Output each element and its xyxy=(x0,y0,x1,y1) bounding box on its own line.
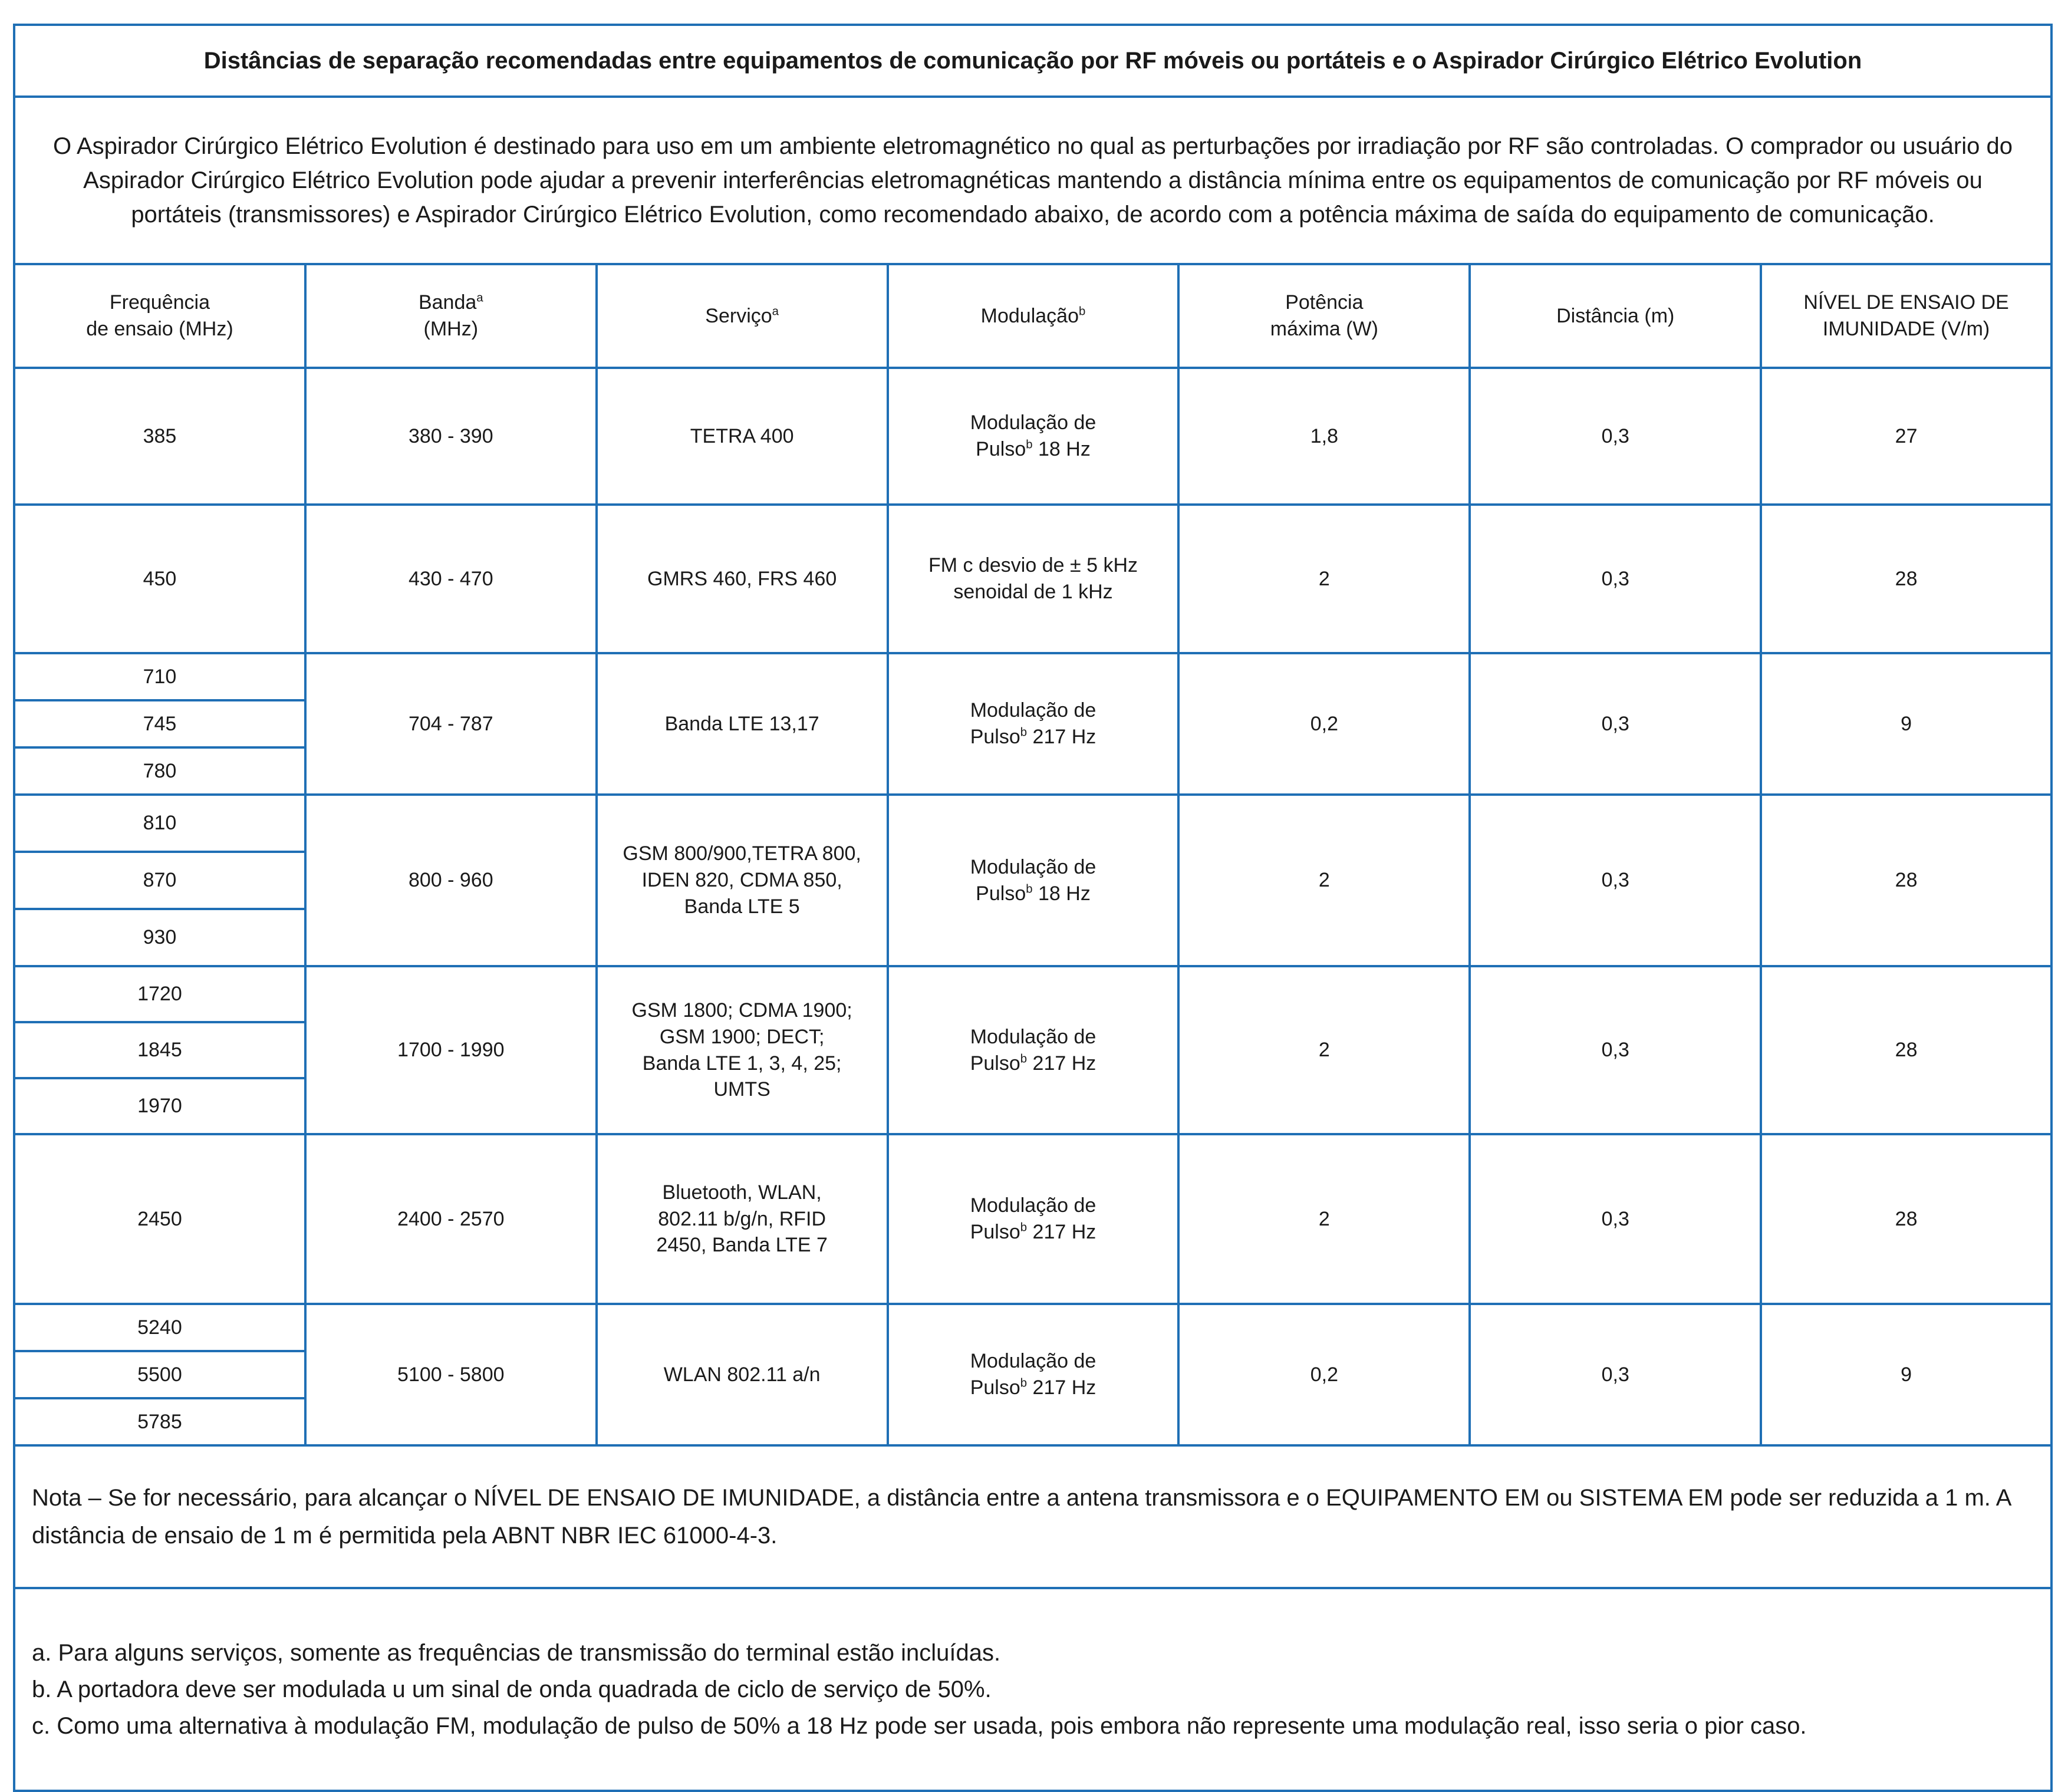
modulation-text: 18 Hz xyxy=(1032,882,1091,905)
band-cell: 1700 - 1990 xyxy=(305,966,597,1134)
table-row xyxy=(14,368,2051,505)
modulation-cell xyxy=(888,505,1179,653)
modulation-text: Pulso xyxy=(970,1221,1020,1243)
table-intro: O Aspirador Cirúrgico Elétrico Evolution é destinado para uso em um ambiente eletromagnético no qual as perturbações por irradiação por RF são controladas. O comprador ou usuário do Aspirador Cirúrgico Elétrico Evolution pode ajudar a prevenir interferências eletromagnéticas mantendo a distância mínima entre os equipamentos de comunicação por RF móveis ou portáteis (transmissores) e Aspirador Cirúrgico Elétrico Evolution, como recomendado abaixo, de acordo com a potência máxima de saída do equipamento de comunicação. xyxy=(14,97,2051,264)
header-band: Banda$^a$ (MHz) xyxy=(305,264,597,368)
distance-cell: 0,3 xyxy=(1470,1134,1761,1304)
modulation-line: Modulação de xyxy=(970,1350,1096,1373)
modulation-cell xyxy=(888,966,1179,1134)
power-cell: 2 xyxy=(1178,795,1470,966)
modulation-text: Pulso xyxy=(970,1376,1020,1399)
service-cell xyxy=(597,368,888,505)
table-row xyxy=(14,966,2051,1022)
header-row xyxy=(14,264,2051,368)
modulation-line xyxy=(889,881,1178,907)
modulation-line: Modulação de xyxy=(970,1025,1096,1048)
footnote-mark: b xyxy=(1020,726,1028,739)
frequency-cell: 780 xyxy=(14,747,305,795)
modulation-line xyxy=(889,1219,1178,1246)
immunity-level-cell: 9 xyxy=(1761,653,2051,795)
table-row xyxy=(14,505,2051,653)
immunity-level-cell: 28 xyxy=(1761,1134,2051,1304)
modulation-line xyxy=(889,724,1178,750)
distance-cell: 0,3 xyxy=(1470,1304,1761,1445)
footnote-mark: b xyxy=(1026,882,1033,896)
modulation-cell xyxy=(888,1304,1179,1445)
frequency-cell: 1970 xyxy=(14,1078,305,1134)
service-line: GSM 1800; CDMA 1900; xyxy=(631,999,852,1022)
frequency-cell: 745 xyxy=(14,700,305,747)
service-cell xyxy=(597,795,888,966)
modulation-text: Pulso xyxy=(970,726,1020,748)
frequency-cell: 1720 xyxy=(14,966,305,1022)
service-line: Bluetooth, WLAN, xyxy=(662,1181,822,1204)
table-title: Distâncias de separação recomendadas entre equipamentos de comunicação por RF móveis ou portáteis e o Aspirador Cirúrgico Elétrico Evolution xyxy=(14,25,2051,97)
modulation-cell xyxy=(888,368,1179,505)
modulation-text: senoidal de 1 kHz xyxy=(953,581,1113,603)
modulation-line xyxy=(889,1375,1178,1401)
modulation-text: 18 Hz xyxy=(1032,438,1091,460)
immunity-level-cell: 28 xyxy=(1761,966,2051,1134)
footnote-b: b. A portadora deve ser modulada u um sinal de onda quadrada de ciclo de serviço de 50%. xyxy=(32,1676,992,1702)
modulation-text: Pulso xyxy=(976,438,1026,460)
header-max-power: Potência máxima (W) xyxy=(1178,264,1470,368)
service-line: GMRS 460, FRS 460 xyxy=(647,567,837,590)
service-cell xyxy=(597,653,888,795)
table-row xyxy=(14,653,2051,700)
immunity-level-cell: 27 xyxy=(1761,368,2051,505)
header-service: Serviço$^a$ xyxy=(597,264,888,368)
service-cell xyxy=(597,1304,888,1445)
modulation-cell xyxy=(888,1134,1179,1304)
service-line: WLAN 802.11 a/n xyxy=(663,1363,821,1386)
frequency-cell: 810 xyxy=(14,795,305,852)
modulation-line: Modulação de xyxy=(970,411,1096,434)
footnote-mark: b xyxy=(1020,1052,1028,1066)
header-immunity-level: NÍVEL DE ENSAIO DE IMUNIDADE (V/m) xyxy=(1761,264,2051,368)
modulation-text: 217 Hz xyxy=(1027,1221,1096,1243)
band-cell: 2400 - 2570 xyxy=(305,1134,597,1304)
immunity-level-cell: 9 xyxy=(1761,1304,2051,1445)
modulation-line: Modulação de xyxy=(970,855,1096,878)
service-line: GSM 1900; DECT; xyxy=(659,1025,825,1048)
footnote-c: c. Como uma alternativa à modulação FM, modulação de pulso de 50% a 18 Hz pode ser usada, pois embora não represente uma modulação real, isso seria o pior caso. xyxy=(32,1713,1807,1739)
frequency-cell: 5785 xyxy=(14,1398,305,1445)
separation-distance-table xyxy=(13,24,2053,1792)
table-row xyxy=(14,1134,2051,1304)
band-cell: 800 - 960 xyxy=(305,795,597,966)
distance-cell: 0,3 xyxy=(1470,505,1761,653)
distance-cell: 0,3 xyxy=(1470,966,1761,1134)
frequency-cell: 2450 xyxy=(14,1134,305,1304)
service-line: GSM 800/900,TETRA 800, xyxy=(623,842,861,865)
service-cell xyxy=(597,966,888,1134)
frequency-cell: 870 xyxy=(14,852,305,909)
power-cell: 0,2 xyxy=(1178,1304,1470,1445)
service-line: TETRA 400 xyxy=(690,424,794,447)
modulation-text: 217 Hz xyxy=(1027,726,1096,748)
modulation-text: Pulso xyxy=(970,1052,1020,1075)
table-row xyxy=(14,1304,2051,1351)
frequency-cell: 5240 xyxy=(14,1304,305,1351)
footnotes xyxy=(14,1588,2051,1791)
band-cell: 380 - 390 xyxy=(305,368,597,505)
band-cell: 430 - 470 xyxy=(305,505,597,653)
band-cell: 5100 - 5800 xyxy=(305,1304,597,1445)
header-distance: Distância (m) xyxy=(1470,264,1761,368)
footnote-a: a. Para alguns serviços, somente as frequências de transmissão do terminal estão incluídas. xyxy=(32,1640,1001,1666)
footnote-mark: b xyxy=(1026,438,1033,452)
footnote-mark: b xyxy=(1020,1376,1028,1390)
service-cell xyxy=(597,1134,888,1304)
service-line: IDEN 820, CDMA 850, xyxy=(641,869,842,892)
frequency-cell: 5500 xyxy=(14,1351,305,1398)
footnote-mark: b xyxy=(1020,1221,1028,1234)
distance-cell: 0,3 xyxy=(1470,795,1761,966)
document xyxy=(13,24,2053,1792)
distance-cell: 0,3 xyxy=(1470,653,1761,795)
service-line: UMTS xyxy=(713,1078,770,1101)
header-modulation: Modulação$^b$ xyxy=(888,264,1179,368)
modulation-line xyxy=(889,579,1178,605)
service-line: Banda LTE 1, 3, 4, 25; xyxy=(642,1052,842,1075)
modulation-text: 217 Hz xyxy=(1027,1052,1096,1075)
table-row xyxy=(14,795,2051,852)
modulation-text: 217 Hz xyxy=(1027,1376,1096,1399)
modulation-line: Modulação de xyxy=(970,1194,1096,1217)
service-line: Banda LTE 5 xyxy=(684,895,800,918)
modulation-cell xyxy=(888,795,1179,966)
power-cell: 1,8 xyxy=(1178,368,1470,505)
power-cell: 0,2 xyxy=(1178,653,1470,795)
power-cell: 2 xyxy=(1178,966,1470,1134)
modulation-line xyxy=(889,436,1178,463)
modulation-cell xyxy=(888,653,1179,795)
service-line: 802.11 b/g/n, RFID xyxy=(658,1207,826,1230)
table-note: Nota – Se for necessário, para alcançar o NÍVEL DE ENSAIO DE IMUNIDADE, a distância entre a antena transmissora e o EQUIPAMENTO EM ou SISTEMA EM pode ser reduzida a 1 m. A distância de ensaio de 1 m é permitida pela ABNT NBR IEC 61000-4-3. xyxy=(14,1445,2051,1588)
header-frequency: Frequência de ensaio (MHz) xyxy=(14,264,305,368)
service-cell xyxy=(597,505,888,653)
immunity-level-cell: 28 xyxy=(1761,795,2051,966)
service-line: 2450, Banda LTE 7 xyxy=(656,1234,828,1257)
modulation-text: Pulso xyxy=(976,882,1026,905)
frequency-cell: 385 xyxy=(14,368,305,505)
modulation-line: FM c desvio de ± 5 kHz xyxy=(928,554,1138,577)
power-cell: 2 xyxy=(1178,1134,1470,1304)
service-line: Banda LTE 13,17 xyxy=(664,712,819,735)
distance-cell: 0,3 xyxy=(1470,368,1761,505)
modulation-line: Modulação de xyxy=(970,699,1096,722)
frequency-cell: 1845 xyxy=(14,1022,305,1078)
power-cell: 2 xyxy=(1178,505,1470,653)
immunity-level-cell: 28 xyxy=(1761,505,2051,653)
frequency-cell: 710 xyxy=(14,653,305,700)
band-cell: 704 - 787 xyxy=(305,653,597,795)
frequency-cell: 930 xyxy=(14,909,305,966)
frequency-cell: 450 xyxy=(14,505,305,653)
modulation-line xyxy=(889,1050,1178,1077)
